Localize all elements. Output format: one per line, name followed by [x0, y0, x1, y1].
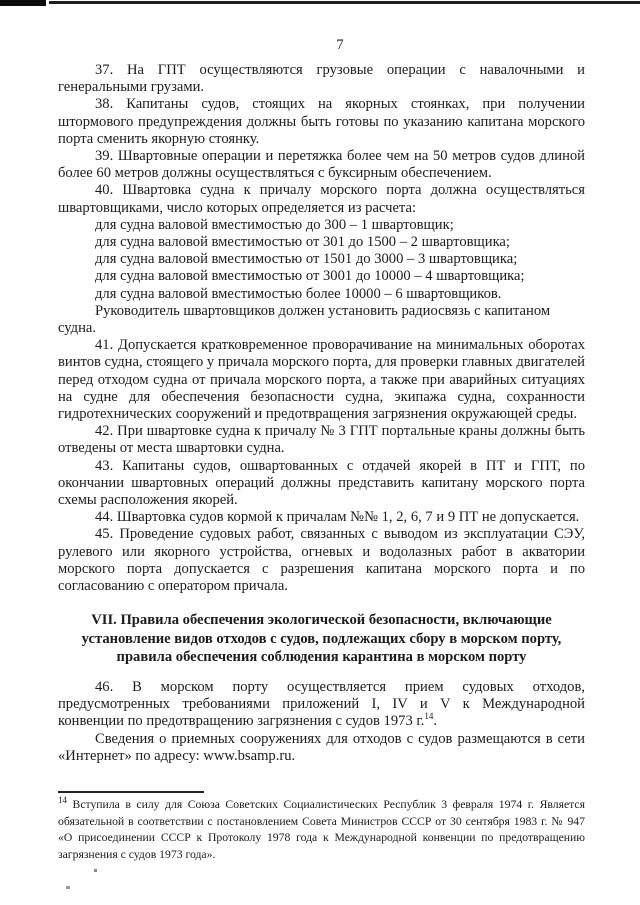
paragraph-44: 44. Швартовка судов кормой к причалам №№ 1, 2, 6, 7 и 9 ПТ не допускается. — [95, 509, 580, 526]
paragraph-38: 38. Капитаны судов, стоящих на якорных стоянках, при получении штормового предупреждения должны быть готовы по указанию капитана морского порта сменить якорную стоянку. — [58, 96, 585, 147]
paragraph-37: 37. На ГПТ осуществляются грузовые операции с навалочными и генеральными грузами. — [58, 62, 585, 96]
paragraph-43: 43. Капитаны судов, ошвартованных с отдачей якорей в ПТ и ГПТ, по окончании швартовных операций должны представить капитану морского порта схемы расположения якорей. — [58, 457, 585, 509]
paragraph-46 — [58, 679, 585, 731]
footnote-text: Вступила в силу для Союза Советских Социалистических Республик 3 февраля 1974 г. Является обязательной в соответствии с постановлением Совета Министров СССР от 30 сентября 1983 г. № 947 «О присоединении СССР к Протоколу 1978 года к Международной конвенции по предотвращению загрязнения с судов 1973 года». — [58, 798, 585, 861]
footnote-number: 14 — [58, 795, 67, 806]
paragraph-40-item: для судна валовой вместимостью более 10000 – 6 швартовщиков. — [95, 285, 502, 302]
paragraph-46-period: . — [433, 713, 438, 730]
scan-artifact-top-line — [49, 1, 640, 4]
footnote — [58, 797, 585, 863]
section-vii-heading-line: правила обеспечения соблюдения карантина в морском порту — [116, 649, 527, 666]
page-number: 7 — [336, 37, 344, 53]
scan-artifact-speck — [94, 869, 97, 872]
section-vii-heading-line: установление видов отходов с судов, подлежащих сбору в морском порту, — [81, 630, 562, 647]
footnote-reference-marker: 14 — [424, 711, 434, 722]
paragraph-42: 42. При швартовке судна к причалу № 3 ГПТ портальные краны должны быть отведены от места швартовки судна. — [58, 423, 585, 457]
paragraph-40-item: для судна валовой вместимостью до 300 – 1 швартовщик; — [95, 216, 454, 233]
section-vii-heading-line: VII. Правила обеспечения экологической безопасности, включающие — [91, 612, 552, 629]
paragraph-40-item: для судна валовой вместимостью от 3001 до 10000 – 4 швартовщика; — [95, 268, 525, 285]
document-body — [58, 62, 585, 765]
paragraph-internet-info: Сведения о приемных сооружениях для отходов с судов размещаются в сети «Интернет» по адресу: www.bsamp.ru. — [58, 730, 585, 764]
paragraph-45: 45. Проведение судовых работ, связанных с выводом из эксплуатации СЭУ, рулевого или якорного устройства, огневых и водолазных работ в акватории морского порта допускается с разрешения капитана морского порта и по согласованию с оператором причала. — [58, 526, 585, 595]
section-vii-heading — [58, 611, 585, 667]
paragraph-40-item: для судна валовой вместимостью от 1501 до 3000 – 3 швартовщика; — [95, 251, 518, 268]
paragraph-40-tail: Руководитель швартовщиков должен установить радиосвязь с капитаном судна. — [58, 302, 551, 337]
paragraph-46-text: 46. В морском порту осуществляется прием судовых отходов, предусмотренных требованиями приложений I, IV и V к Международной конвенции по предотвращению загрязнения с судов 1973 г. — [58, 679, 585, 730]
footnote-divider — [58, 791, 204, 793]
paragraph-40-item: для судна валовой вместимостью от 301 до 1500 – 2 швартовщика; — [95, 234, 510, 251]
paragraph-40-intro: 40. Швартовка судна к причалу морского порта должна осуществляться швартовщиками, число которых определяется из расчета: — [58, 182, 585, 216]
scan-artifact-bar-left — [0, 0, 46, 6]
scan-artifact-speck — [66, 886, 70, 889]
paragraph-39: 39. Швартовные операции и перетяжка более чем на 50 метров судов длиной более 60 метров должны осуществляться с буксирным обеспечением. — [58, 148, 585, 182]
paragraph-41: 41. Допускается кратковременное проворачивание на минимальных оборотах винтов судна, стоящего у причала морского порта, для проверки главных двигателей перед отходом судна от причала морского порта, а также при аварийных ситуациях на судне для обеспечения безопасности судна, экипажа судна, сохранности гидротехнических сооружений и предотвращения загрязнения окружающей среды. — [58, 337, 585, 423]
